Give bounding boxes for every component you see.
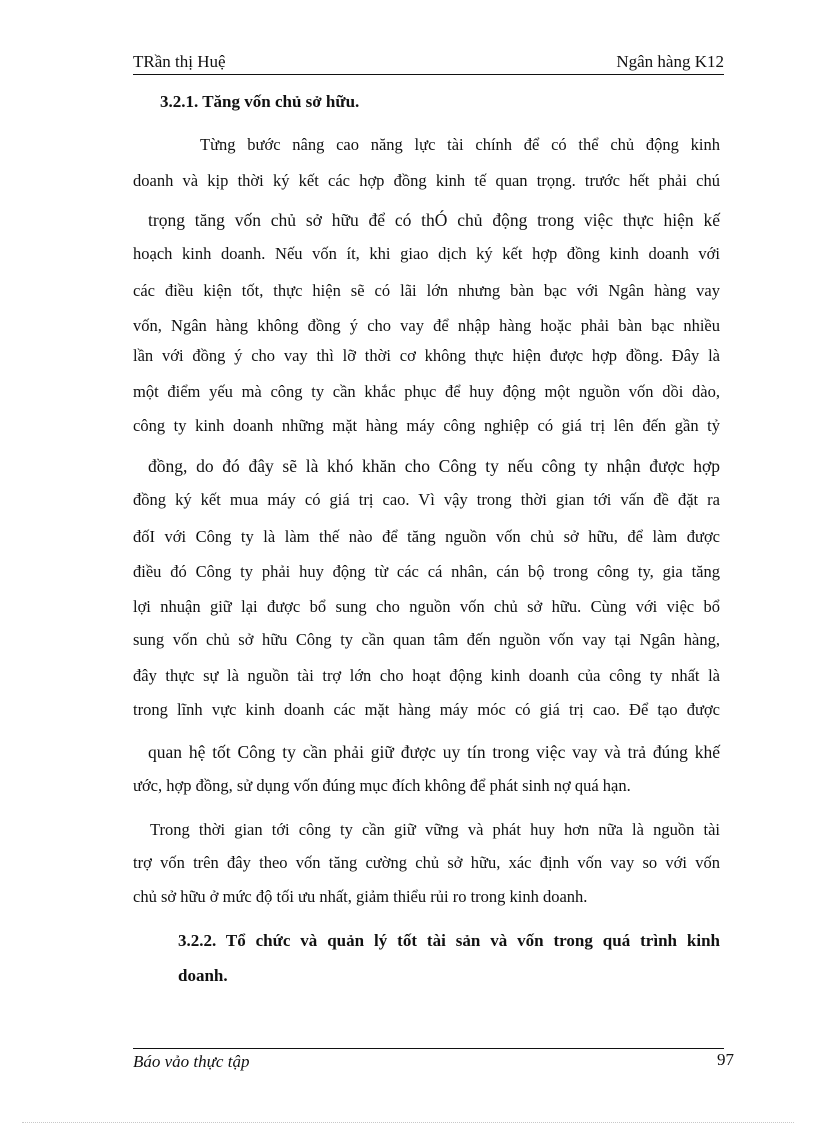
text-line: một điểm yếu mà công ty cần khắc phục để huy động một nguồn vốn dồi dào,: [133, 382, 720, 401]
header-rule: [133, 74, 724, 75]
text-line: đây thực sự là nguồn tài trợ lớn cho hoạt động kinh doanh của công ty nhất là: [133, 666, 720, 685]
text-line: lợi nhuận giữ lại được bổ sung cho nguồn vốn chủ sở hữu. Cùng với việc bổ: [133, 597, 720, 616]
text-line: các điều kiện tốt, thực hiện sẽ có lãi lớn nhưng bàn bạc với Ngân hàng vay: [133, 281, 720, 300]
text-line: trong lĩnh vực kinh doanh các mặt hàng máy móc có giá trị cao. Để tạo được: [133, 700, 720, 719]
footer-label: Báo vảo thực tập: [133, 1052, 250, 1071]
section-title-3-2-2: 3.2.2. Tổ chức và quản lý tốt tài sản và vốn trong quá trình kinh: [178, 931, 720, 950]
text-line: sung vốn chủ sở hữu Công ty cần quan tâm đến nguồn vốn vay tại Ngân hàng,: [133, 630, 720, 649]
text-line: công ty kinh doanh những mặt hàng máy công nghiệp có giá trị lên đến gần tỷ: [133, 416, 720, 435]
text-line: ước, hợp đồng, sử dụng vốn đúng mục đích không để phát sinh nợ quá hạn.: [133, 776, 631, 795]
text-line: doanh và kịp thời ký kết các hợp đồng kinh tế quan trọng. trước hết phải chú: [133, 171, 720, 190]
footer-rule: [133, 1048, 724, 1049]
section-title-3-2-2-continued: doanh.: [178, 966, 228, 985]
header-class: Ngân hàng K12: [616, 52, 724, 71]
text-line: Từng bước nâng cao năng lực tài chính để có thể chủ động kinh: [200, 135, 720, 154]
text-line: đốI với Công ty là làm thế nào để tăng nguồn vốn chủ sở hữu, để làm được: [133, 527, 720, 546]
text-line: quan hệ tốt Công ty cần phải giữ được uy tín trong việc vay và trả đúng khế: [148, 742, 720, 762]
text-line: trọng tăng vốn chủ sở hữu để có thÓ chủ động trong việc thực hiện kế: [148, 210, 720, 230]
text-line: vốn, Ngân hàng không đồng ý cho vay để nhập hàng hoặc phải bàn bạc nhiều: [133, 316, 720, 335]
header-author: TRần thị Huệ: [133, 52, 226, 71]
text-line: lần với đồng ý cho vay thì lỡ thời cơ không thực hiện được hợp đồng. Đây là: [133, 346, 720, 365]
text-line: điều đó Công ty phải huy động từ các cá nhân, cán bộ trong công ty, gia tăng: [133, 562, 720, 581]
section-title-3-2-1: 3.2.1. Tăng vốn chủ sở hữu.: [160, 92, 360, 111]
page-number: 97: [717, 1050, 734, 1069]
text-line: hoạch kinh doanh. Nếu vốn ít, khi giao dịch ký kết hợp đồng kinh doanh với: [133, 244, 720, 263]
text-line: đồng, do đó đây sẽ là khó khăn cho Công ty nếu công ty nhận được hợp: [148, 456, 720, 476]
page-header: [133, 52, 724, 74]
text-line: đồng ký kết mua máy có giá trị cao. Vì vậy trong thời gian tới vấn đề đặt ra: [133, 490, 720, 509]
text-line: Trong thời gian tới công ty cần giữ vững và phát huy hơn nữa là nguồn tài: [150, 820, 720, 839]
text-line: trợ vốn trên đây theo vốn tăng cường chủ sở hữu, xác định vốn vay so với vốn: [133, 853, 720, 872]
text-line: chủ sở hữu ở mức độ tối ưu nhất, giảm thiểu rủi ro trong kinh doanh.: [133, 887, 588, 906]
